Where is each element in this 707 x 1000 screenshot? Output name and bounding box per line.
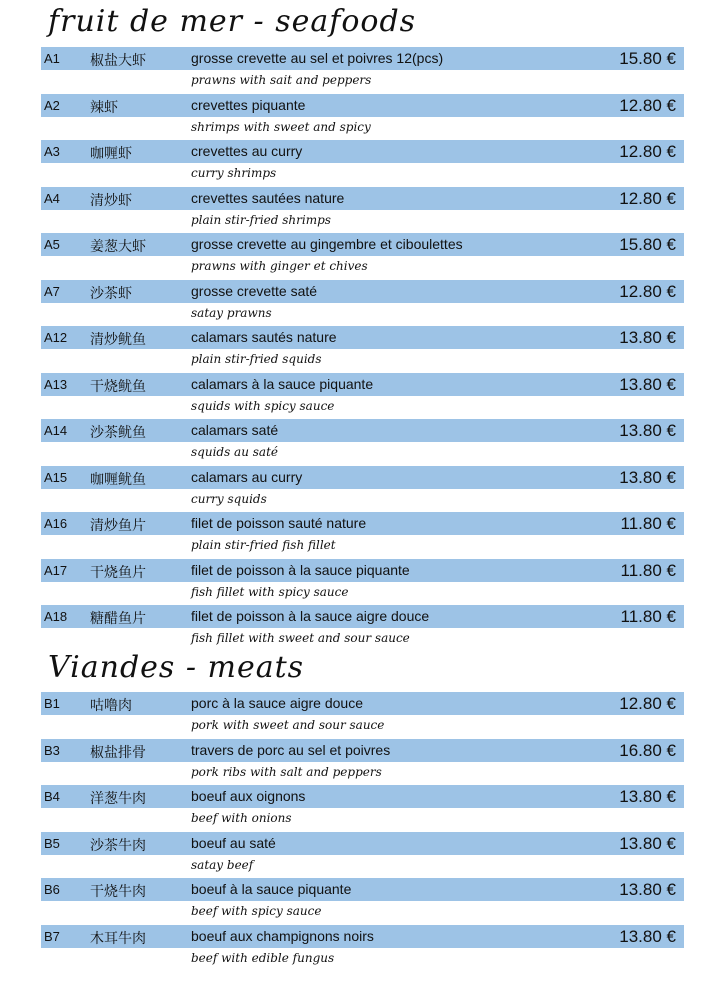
item-french-name: boeuf aux oignons [191,788,306,804]
menu-item [41,832,684,879]
menu-item [41,605,684,652]
menu-item-bar [41,559,684,582]
menu-item [41,925,684,972]
item-french-name: grosse crevette au gingembre et ciboulettes [191,236,463,252]
item-code: A15 [44,469,68,485]
item-english-name: squids au saté [191,445,278,459]
item-french-name: grosse crevette saté [191,282,318,299]
item-english-name: beef with spicy sauce [191,904,322,918]
item-english-name: fish fillet with sweet and sour sauce [191,631,410,645]
item-price: 15.80 € [619,49,676,68]
item-code: B5 [44,835,60,851]
item-english-name: satay beef [191,857,254,872]
menu-item [41,739,684,786]
item-french-name: porc à la sauce aigre douce [191,695,363,711]
item-price: 12.80 € [619,142,676,161]
menu-item-bar [41,47,684,70]
item-french-name: crevettes sautées nature [191,189,345,206]
item-price: 13.80 € [619,374,676,394]
item-price: 13.80 € [619,880,676,899]
menu-item [41,187,684,234]
item-price: 13.80 € [619,467,676,487]
item-english-name: squids with spicy sauce [191,398,335,413]
menu-item-bar [41,878,684,901]
menu-item-bar [41,326,684,349]
item-french-name: filet de poisson sauté nature [191,515,367,531]
menu-item [41,692,684,739]
item-english-name: pork ribs with salt and peppers [191,764,382,779]
item-chinese-name: 洋葱牛肉 [90,791,146,807]
menu-item-bar [41,785,684,808]
item-code: A13 [44,376,68,392]
item-chinese-name: 沙茶鱿鱼 [90,425,146,441]
item-code: A4 [44,190,60,206]
item-chinese-name: 姜葱大虾 [90,239,146,255]
item-english-name: plain stir-fried squids [191,352,322,366]
item-chinese-name: 沙茶牛肉 [90,837,146,854]
item-chinese-name: 清炒鱿鱼 [90,332,146,348]
menu-item [41,878,684,925]
item-chinese-name: 糖醋鱼片 [90,611,146,627]
menu-item-bar [41,94,684,117]
item-price: 11.80 € [620,607,676,626]
item-english-name: curry squids [191,491,267,506]
menu-item-bar [41,925,684,948]
item-english-name: shrimps with sweet and spicy [191,119,371,134]
item-chinese-name: 椒盐大虾 [90,53,146,69]
item-code: B6 [44,882,60,897]
item-code: A12 [44,330,68,345]
menu-item [41,373,684,420]
item-french-name: boeuf aux champignons noirs [191,927,374,944]
menu-item-bar [41,373,684,396]
item-price: 12.80 € [619,694,676,713]
menu-item [41,326,684,373]
item-english-name: curry shrimps [191,166,277,180]
section-title: Viandes - meats [48,650,305,685]
item-code: B7 [44,928,60,944]
menu-item-bar [41,692,684,715]
item-english-name: beef with edible fungus [191,950,335,965]
menu-item [41,512,684,559]
item-price: 12.80 € [619,188,676,208]
item-chinese-name: 辣虾 [90,99,118,116]
item-price: 13.80 € [619,833,676,853]
menu-item [41,559,684,606]
item-code: A16 [44,516,68,531]
item-french-name: calamars à la sauce piquante [191,375,374,392]
item-code: A18 [44,609,68,624]
item-chinese-name: 咕噜肉 [90,698,132,714]
menu-item-bar [41,512,684,535]
menu-item-bar [41,187,684,210]
item-price: 12.80 € [619,95,676,115]
menu-item-bar [41,419,684,442]
menu-item [41,419,684,466]
item-french-name: boeuf à la sauce piquante [191,881,352,897]
item-french-name: calamars sautés nature [191,329,337,345]
item-french-name: grosse crevette au sel et poivres 12(pcs) [191,50,444,66]
item-english-name: satay prawns [191,305,272,320]
item-english-name: plain stir-fried shrimps [191,212,331,227]
item-code: A14 [44,423,68,438]
item-chinese-name: 椒盐排骨 [90,744,146,761]
item-french-name: travers de porc au sel et poivres [191,741,391,758]
item-code: B3 [44,742,60,758]
item-price: 11.80 € [620,514,676,533]
item-chinese-name: 清炒鱼片 [90,518,146,534]
menu-item [41,94,684,141]
item-french-name: crevettes piquante [191,96,306,113]
item-chinese-name: 干烧牛肉 [90,884,146,900]
item-chinese-name: 干烧鱼片 [90,564,146,581]
item-code: A17 [44,562,68,578]
menu-item [41,466,684,513]
item-code: A1 [44,51,60,66]
menu-item-bar [41,605,684,628]
item-french-name: filet de poisson à la sauce piquante [191,561,410,578]
item-chinese-name: 咖喱鱿鱼 [90,471,146,488]
item-english-name: beef with onions [191,811,292,825]
item-chinese-name: 咖喱虾 [90,146,132,162]
item-code: A3 [44,144,60,159]
item-price: 16.80 € [619,740,676,760]
menu-item-bar [41,739,684,762]
item-english-name: fish fillet with spicy sauce [191,584,349,599]
item-chinese-name: 清炒虾 [90,192,132,209]
item-code: A7 [44,283,60,299]
item-french-name: filet de poisson à la sauce aigre douce [191,608,430,624]
item-chinese-name: 沙茶虾 [90,285,132,302]
item-english-name: pork with sweet and sour sauce [191,718,385,732]
menu-item [41,140,684,187]
menu-item-bar [41,280,684,303]
menu-item [41,47,684,94]
item-price: 12.80 € [619,281,676,301]
item-price: 13.80 € [619,787,676,806]
menu-item [41,233,684,280]
item-french-name: calamars saté [191,422,279,438]
item-price: 13.80 € [619,421,676,440]
item-chinese-name: 干烧鱿鱼 [90,378,146,395]
item-code: A2 [44,97,60,113]
item-price: 11.80 € [620,560,676,580]
item-french-name: calamars au curry [191,468,303,485]
item-price: 13.80 € [619,926,676,946]
item-price: 13.80 € [619,328,676,347]
item-code: A5 [44,237,60,252]
menu-item [41,785,684,832]
item-english-name: prawns with ginger et chives [191,259,368,273]
item-french-name: crevettes au curry [191,143,303,159]
menu-item-bar [41,140,684,163]
item-french-name: boeuf au saté [191,834,276,851]
menu-item-bar [41,466,684,489]
menu-item [41,280,684,327]
item-chinese-name: 木耳牛肉 [90,930,146,947]
item-code: B1 [44,696,60,711]
menu-item-bar [41,233,684,256]
item-price: 15.80 € [619,235,676,254]
section-title: fruit de mer - seafoods [48,4,417,39]
item-english-name: plain stir-fried fish fillet [191,538,336,552]
item-code: B4 [44,789,60,804]
item-english-name: prawns with sait and peppers [191,73,372,87]
menu-item-bar [41,832,684,855]
